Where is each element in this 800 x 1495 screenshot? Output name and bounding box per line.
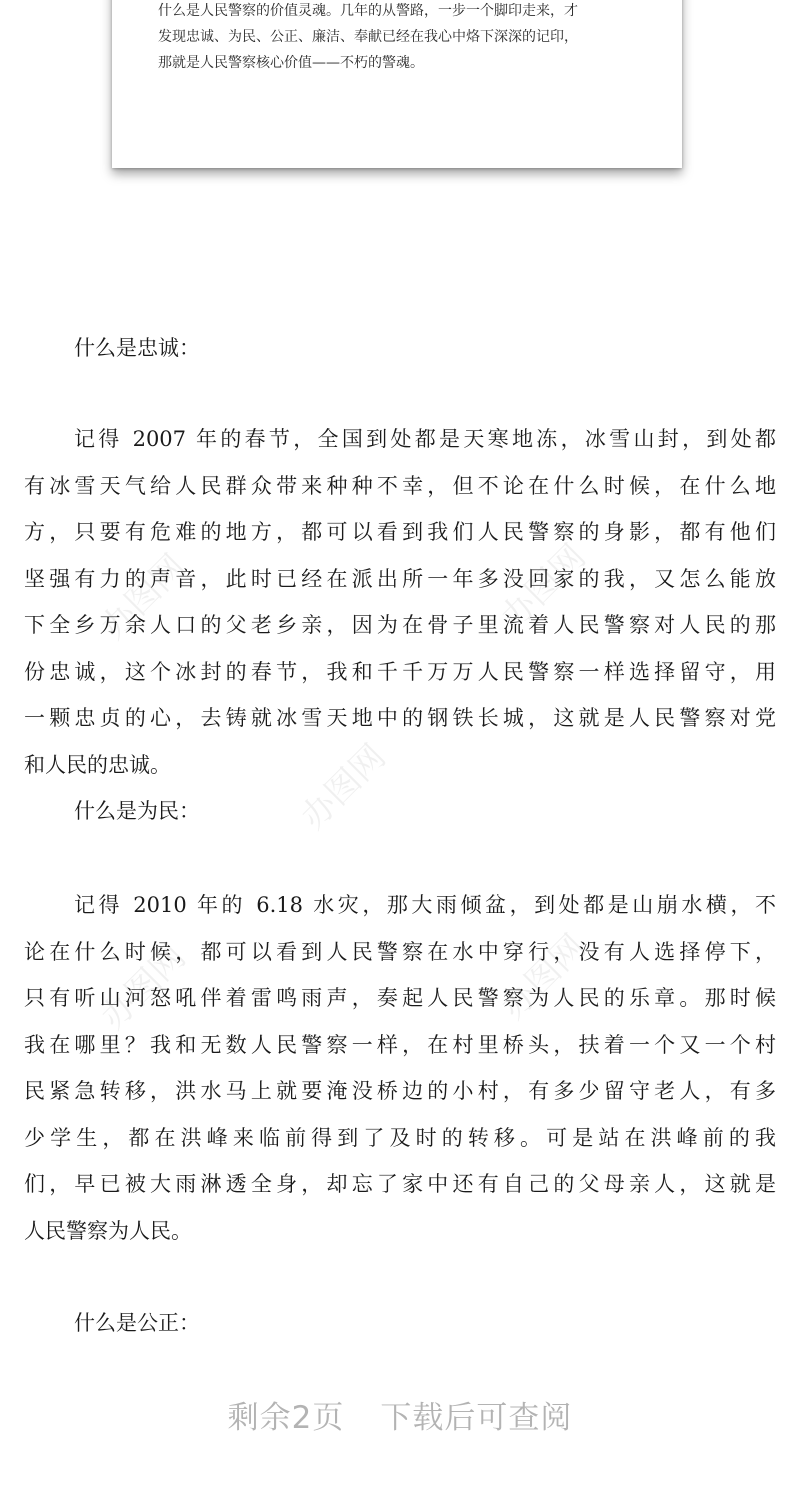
preview-card	[112, 0, 682, 168]
paragraph-line: 少学生，都在洪峰来临前得到了及时的转移。可是站在洪峰前的我	[24, 1125, 776, 1150]
watermark: 办图网	[93, 936, 194, 1038]
watermark: 办图网	[493, 536, 594, 638]
card-line: 那就是人民警察核心价值——不朽的警魂。	[158, 55, 424, 71]
watermark: 办图网	[493, 926, 594, 1028]
card-line: 什么是人民警察的价值灵魂。几年的从警路，一步一个脚印走来，才	[158, 3, 578, 19]
paragraph-line: 有冰雪天气给人民群众带来种种不幸，但不论在什么时候，在什么地	[24, 473, 776, 498]
paragraph-line: 记得 2010 年的 6.18 水灾，那大雨倾盆，到处都是山崩水横，不	[74, 893, 776, 917]
paragraph-line: 我在哪里？我和无数人民警察一样，在村里桥头，扶着一个又一个村	[24, 1032, 776, 1057]
paragraph-serve-people	[24, 882, 776, 1254]
watermark: 办图网	[293, 736, 394, 838]
paragraph-line: 下全乡万余人口的父老乡亲，因为在骨子里流着人民警察对人民的那	[24, 613, 776, 637]
paragraph-line: 们，早已被大雨淋透全身，却忘了家中还有自己的父母亲人，这就是	[24, 1172, 776, 1196]
paragraph-line: 份忠诚，这个冰封的春节，我和千千万万人民警察一样选择留守，用	[24, 659, 776, 684]
paragraph-line: 人民警察为人民。	[24, 1218, 192, 1243]
card-text	[158, 0, 658, 76]
paragraph-line: 方，只要有危难的地方，都可以看到我们人民警察的身影，都有他们	[24, 520, 776, 544]
paragraph-line: 一颗忠贞的心，去铸就冰雪天地中的钢铁长城，这就是人民警察对党	[24, 706, 776, 730]
download-prompt[interactable]	[0, 1392, 800, 1437]
download-to-view-label: 下载后可查阅	[380, 1400, 573, 1436]
watermark: 办图网	[93, 546, 194, 648]
paragraph-line: 论在什么时候，都可以看到人民警察在水中穿行，没有人选择停下，	[24, 939, 776, 964]
paragraph-line: 和人民的忠诚。	[24, 752, 171, 777]
section-heading-justice: 什么是公正：	[74, 1311, 200, 1335]
paragraph-line: 只有听山河怒吼伴着雷鸣雨声，奏起人民警察为人民的乐章。那时候	[24, 986, 776, 1010]
paragraph-line: 民紧急转移，洪水马上就要淹没桥边的小村，有多少留守老人，有多	[24, 1079, 776, 1103]
remaining-pages-label: 剩余2页	[227, 1400, 345, 1436]
paragraph-line: 坚强有力的声音，此时已经在派出所一年多没回家的我，又怎么能放	[24, 566, 776, 591]
paragraph-line: 记得 2007 年的春节，全国到处都是天寒地冻，冰雪山封，到处都	[74, 427, 776, 451]
section-heading-serve-people: 什么是为民：	[74, 799, 200, 823]
paragraph-loyalty	[24, 416, 776, 788]
section-heading-loyalty: 什么是忠诚：	[74, 336, 200, 360]
card-line: 发现忠诚、为民、公正、廉洁、奉献已经在我心中烙下深深的记印，	[158, 29, 578, 45]
